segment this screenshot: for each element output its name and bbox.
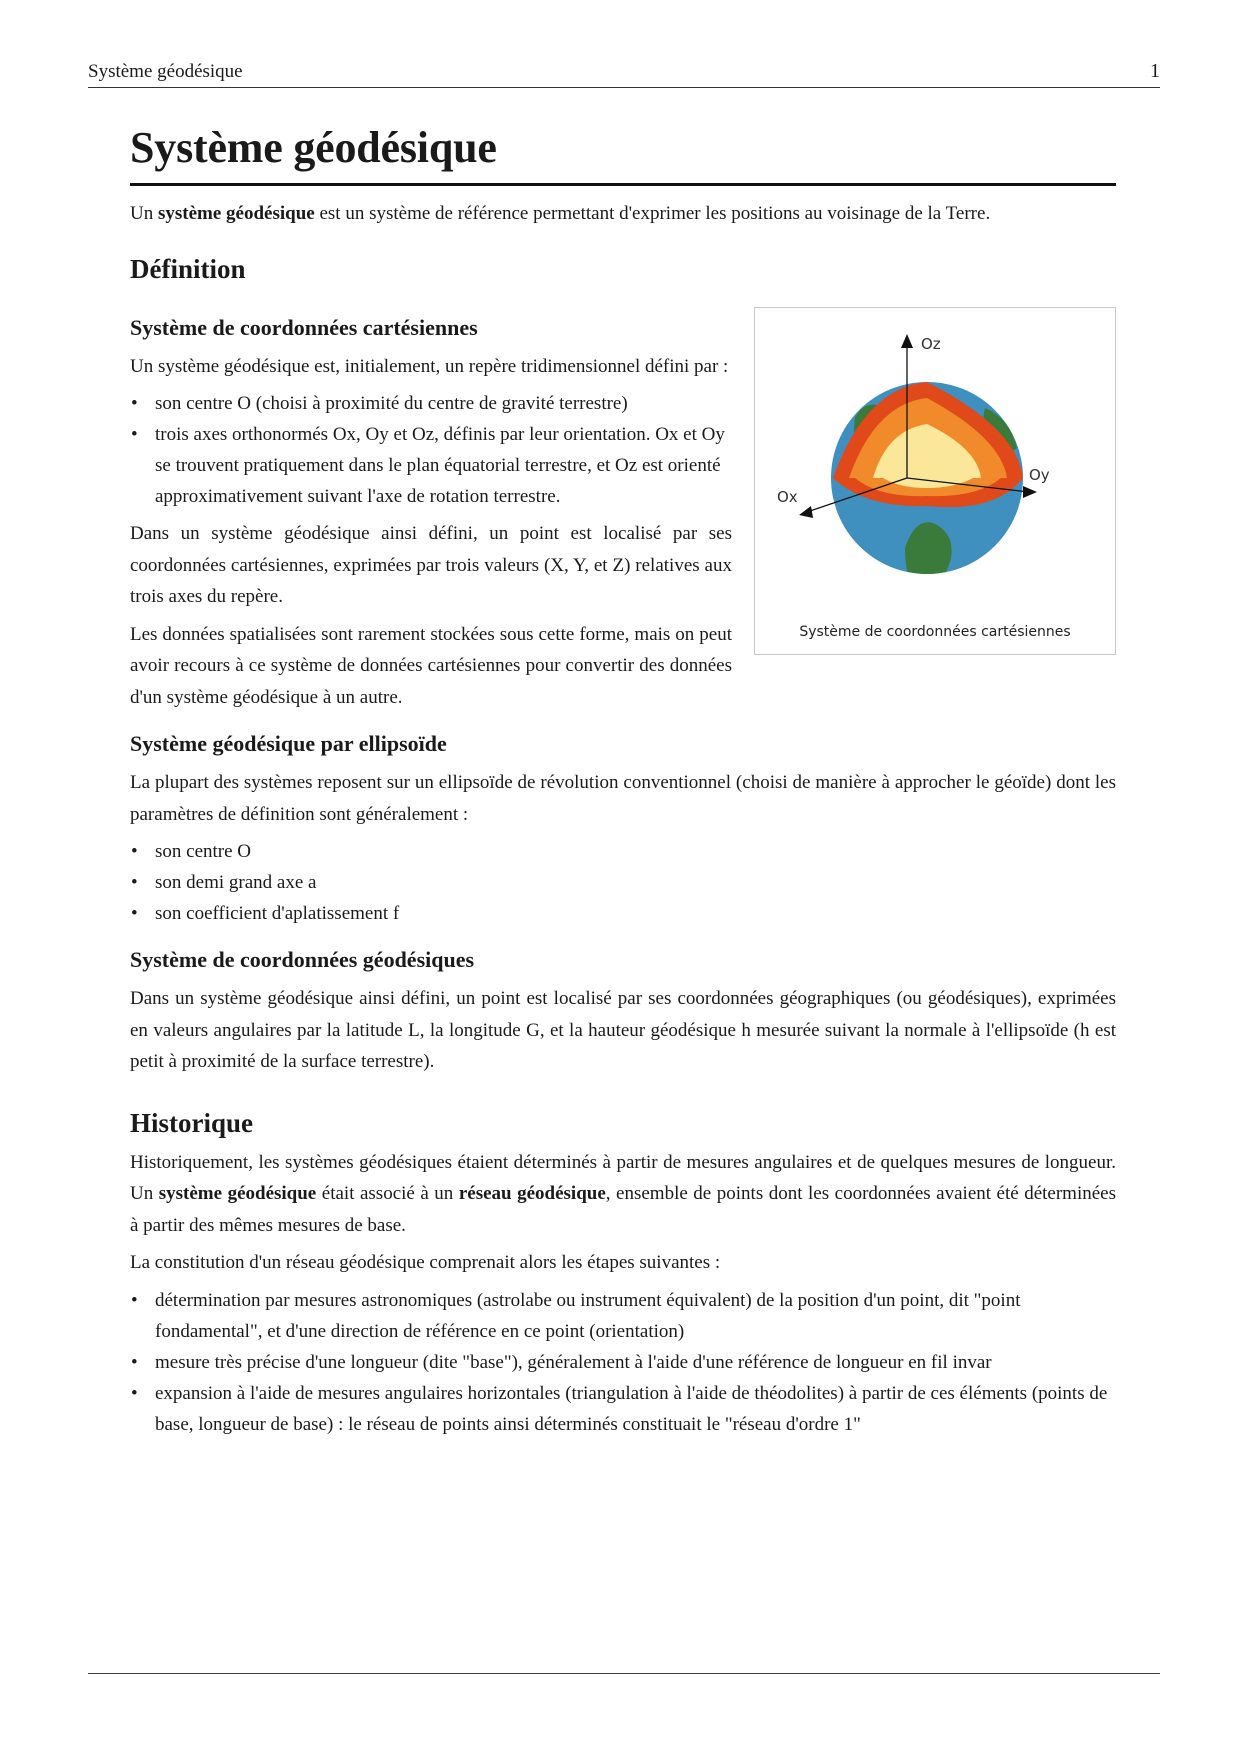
list-item: • son coefficient d'aplatissement f (155, 898, 1116, 929)
axis-oz-label: Oz (921, 334, 941, 353)
continent-south-america (905, 522, 952, 593)
bold-term-systeme: système géodésique (158, 1183, 317, 1204)
intro-bold-term: système géodésique (157, 203, 315, 224)
footer-rule (88, 1673, 1160, 1674)
list-item: • son demi grand axe a (155, 867, 1116, 898)
subsection-heading-cartesian: Système de coordonnées cartésiennes (130, 314, 478, 340)
cartesian-paragraph-3: Les données spatialisées sont rarement stockées sous cette forme, mais on peut avoir recours à ce système de données cartésiennes pour convertir des données d'un système géodésique à un autre. (130, 623, 732, 708)
history-paragraph-1: Historiquement, les systèmes géodésiques étaient déterminés à partir de mesures angulaires et de quelques mesures de longueur. Un système géodésique était associé à un réseau géodésique, ensemble de points dont les coordonnées avaient été déterminées à partir des mêmes mesures de base. (130, 1151, 1116, 1236)
intro-paragraph: Un système géodésique est un système de référence permettant d'exprimer les positions au voisinage de la Terre. (130, 203, 991, 224)
list-item: • mesure très précise d'une longueur (dite "base"), généralement à l'aide d'une référence de longueur en fil invar (155, 1347, 1116, 1378)
ellipsoid-paragraph: La plupart des systèmes reposent sur un ellipsoïde de révolution conventionnel (choisi de manière à approcher le géoïde) dont les paramètres de définition sont généralement : (130, 772, 1116, 825)
bold-term-reseau: réseau géodésique (458, 1183, 606, 1204)
list-item: • détermination par mesures astronomiques (astrolabe ou instrument équivalent) de la position d'un point, dit "point fondamental", et d'une direction de référence en ce point (orientation) (155, 1285, 1116, 1347)
history-list (130, 1285, 1116, 1440)
cartesian-list (130, 388, 1116, 512)
axis-ox-label: Ox (777, 487, 798, 506)
subsection-heading-ellipsoid: Système géodésique par ellipsoïde (130, 731, 447, 756)
page-title: Système géodésique (130, 122, 1116, 186)
list-item: • trois axes orthonormés Ox, Oy et Oz, définis par leur orientation. Ox et Oy se trouvent pratiquement dans le plan équatorial terrestre, et Oz est orienté approximativement suivant l'axe de rotation terrestre. (155, 419, 1116, 512)
ellipsoid-list (130, 836, 1116, 929)
list-item: • expansion à l'aide de mesures angulaires horizontales (triangulation à l'aide de théodolites) à partir de ces éléments (points de base, longueur de base) : le réseau de points ainsi déterminés constituait le "réseau d'ordre 1" (155, 1378, 1116, 1440)
list-item: • son centre O (choisi à proximité du centre de gravité terrestre) (155, 388, 1116, 419)
running-header (88, 60, 1160, 88)
history-paragraph-2: La constitution d'un réseau géodésique comprenait alors les étapes suivantes : (130, 1252, 721, 1273)
section-heading-definition: Définition (130, 253, 246, 284)
section-heading-history: Historique (130, 1107, 254, 1138)
article (130, 122, 1116, 1446)
running-title: Système géodésique (88, 61, 243, 82)
axis-oy-label: Oy (1029, 465, 1050, 484)
figure-caption: Système de coordonnées cartésiennes (799, 623, 1071, 640)
cartesian-paragraph-2: Dans un système géodésique ainsi défini, un point est localisé par ses coordonnées cartésiennes, exprimées par trois valeurs (X, Y, et Z) relatives aux trois axes du repère. (130, 523, 732, 607)
subsection-heading-geodetic: Système de coordonnées géodésiques (130, 947, 475, 972)
axis-oz-arrow (901, 334, 913, 348)
cartesian-paragraph-1: Un système géodésique est, initialement, un repère tridimensionnel défini par : (130, 355, 729, 377)
list-item: • son centre O (155, 836, 1116, 867)
page-number: 1 (1150, 60, 1160, 82)
geodetic-paragraph: Dans un système géodésique ainsi défini, un point est localisé par ses coordonnées géographiques (ou géodésiques), exprimées en valeurs angulaires par la latitude L, la longitude G, et la hauteur géodésique h mesurée suivant la normale à l'ellipsoïde (h est petit à proximité de la surface terrestre). (130, 988, 1116, 1072)
